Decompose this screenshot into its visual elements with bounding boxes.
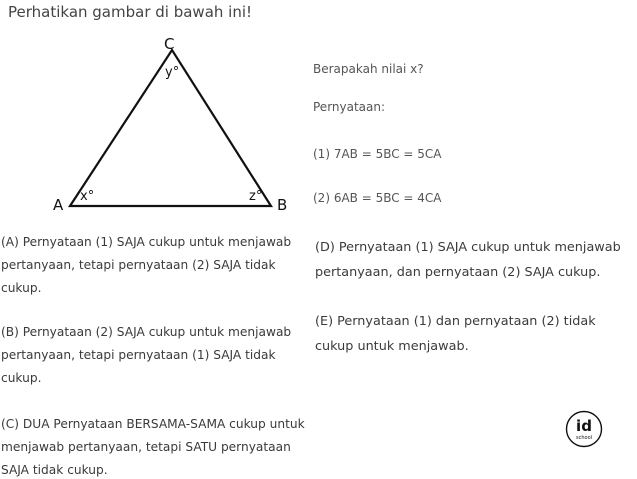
angle-x-label: x° <box>80 189 95 204</box>
statements-label: Pernyataan: <box>313 100 386 114</box>
statement-1: (1) 7AB = 5BC = 5CA <box>313 147 442 161</box>
intro-text: Perhatikan gambar di bawah ini! <box>8 3 253 21</box>
angle-y-label: y° <box>165 65 180 80</box>
triangle-figure <box>40 30 300 220</box>
logo-sub-text: school <box>575 435 593 441</box>
vertex-c-label: C <box>164 35 175 53</box>
option-b[interactable]: (B) Pernyataan (2) SAJA cukup untuk menjawab pertanyaan, tetapi pernyataan (1) SAJA tidak cukup. <box>1 325 292 385</box>
option-e[interactable]: (E) Pernyataan (1) dan pernyataan (2) tidak cukup untuk menjawab. <box>315 314 596 354</box>
option-d[interactable]: (D) Pernyataan (1) SAJA cukup untuk menjawab pertanyaan, dan pernyataan (2) SAJA cukup. <box>315 240 621 280</box>
angle-z-label: z° <box>249 189 263 204</box>
option-a[interactable]: (A) Pernyataan (1) SAJA cukup untuk menjawab pertanyaan, tetapi pernyataan (2) SAJA tidak cukup. <box>1 235 292 295</box>
vertex-a-label: A <box>53 196 64 214</box>
vertex-b-label: B <box>277 196 288 214</box>
logo-main-text: id <box>576 417 592 435</box>
option-c[interactable]: (C) DUA Pernyataan BERSAMA-SAMA cukup untuk menjawab pertanyaan, tetapi SATU pernyataan SAJA tidak cukup. <box>1 417 305 477</box>
question-prompt: Berapakah nilai x? <box>313 62 424 76</box>
statement-2: (2) 6AB = 5BC = 4CA <box>313 191 442 205</box>
idschool-logo <box>565 410 603 448</box>
